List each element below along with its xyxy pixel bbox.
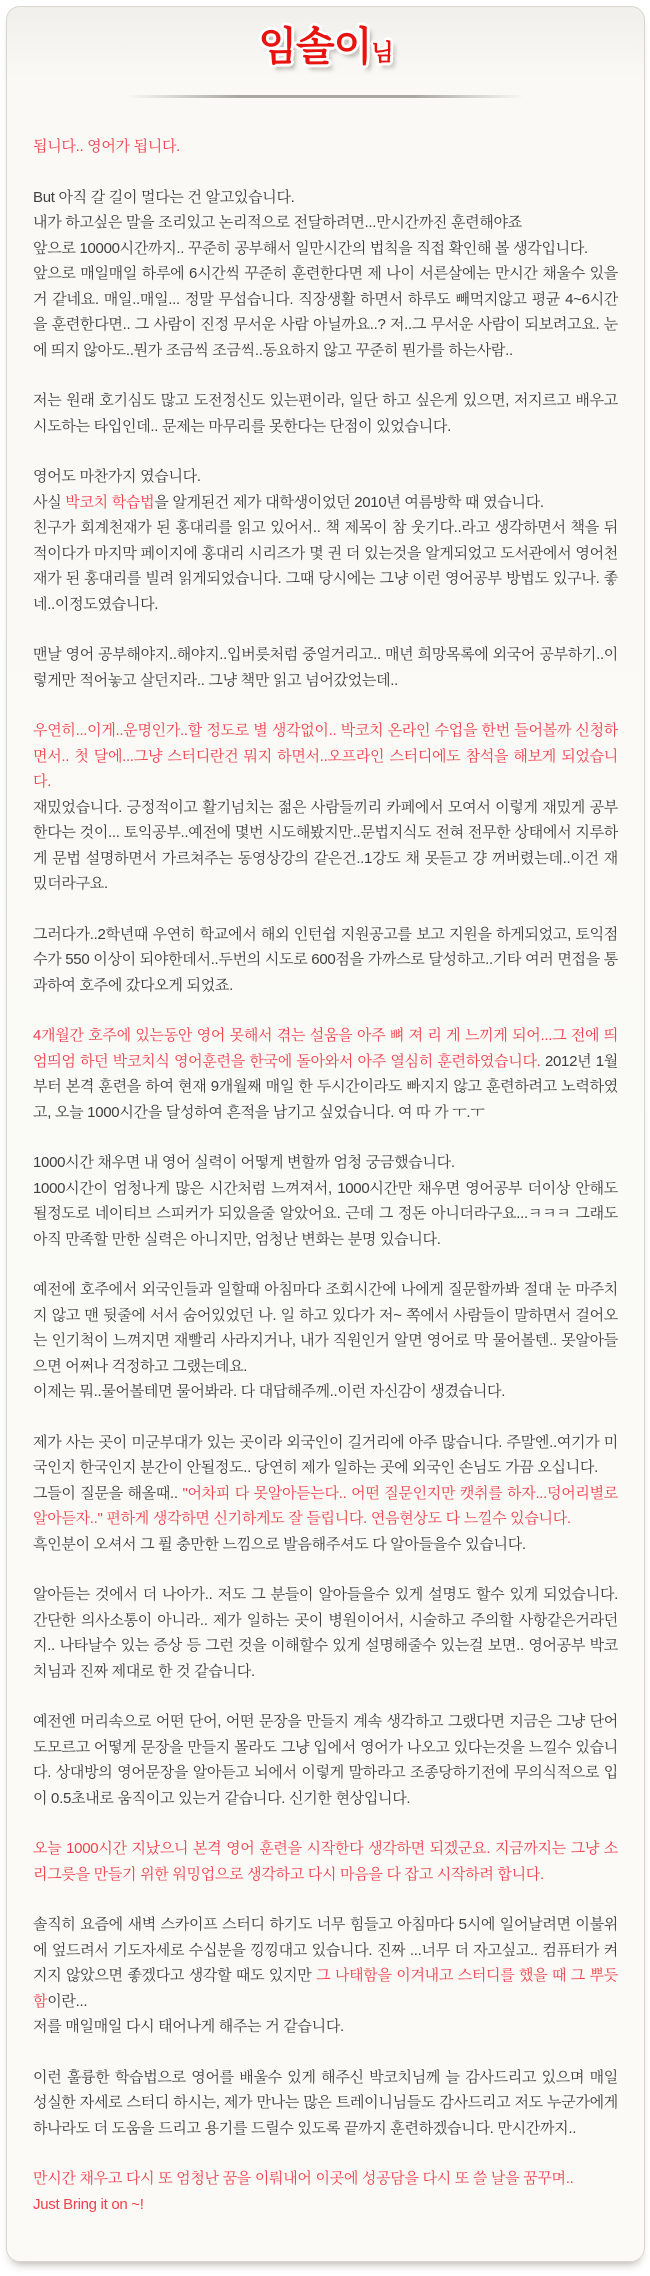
paragraph (33, 1023, 618, 1125)
body-text: 영어도 마찬가지 였습니다. (33, 468, 201, 485)
paragraph (33, 134, 618, 160)
body-text: 그들이 질문을 해올때.. (33, 1484, 183, 1502)
paragraph (33, 642, 618, 693)
body-text: 앞으로 매일매일 하루에 6시간씩 꾸준히 훈련한다면 제 나이 서른살에는 만시간 채울수 있을거 같네요. 매일..매일... 정말 무섭습니다. 직장생활 하면서 하루도 빼먹지않고 평균 4~6시간을 훈련한다면.. 그 사람이 진정 무서운 사람 아닐까요..? 저..그 무서운 사람이 되보려고요. 눈에 띄지 않아도..뭔가 조금씩 조금씩..동요하지 않고 꾸준히 뭔가를 하는사람.. (33, 265, 618, 359)
body-text: 이런 훌륭한 학습법으로 영어를 배울수 있게 해주신 박코치님께 늘 감사드리고 있으며 매일 성실한 자세로 스터디 하시는, 제가 만나는 많은 트레이니님들도 감사드리고 저도 누군가에게 하나라도 더 도움을 드리고 용기를 드릴수 있도록 끝까지 훈련하겠습니다. 만시간까지.. (33, 2068, 618, 2137)
body-text: 2012년 1월부터 본격 훈련을 하여 현재 9개월째 매일 한 두시간이라도 빠지지 않고 훈련하려고 노력하였고, 오늘 1000시간을 달성하여 흔적을 남기고 싶었습니다. 여 따 가 ㅜ.ㅜ (33, 1052, 618, 1121)
body-text: 흑인분이 오셔서 그 퓔 충만한 느낌으로 발음해주셔도 다 알아들을수 있습니다. (33, 1535, 526, 1553)
title-divider (127, 95, 525, 98)
highlighted-text: 박코치 학습법 (65, 493, 155, 511)
paragraph (33, 1912, 618, 2040)
paragraph (33, 1582, 618, 1684)
paragraph (33, 2166, 618, 2217)
body-text: 1000시간이 엄청나게 많은 시간처럼 느껴져서, 1000시간만 채우면 영어공부 더이상 안해도 될정도로 네이티브 스피커가 되있을줄 알았어요. 근데 그 정돈 아니더라구요...ㅋㅋㅋ 그래도 아직 만족할 만한 실력은 아니지만, 엄청난 변화는 분명 있습니다. (33, 1179, 618, 1248)
post-body (33, 134, 618, 2217)
highlighted-text: 그 나태함을 이겨내고 스터디를 했을 때 그 뿌듯함 (33, 1967, 618, 2010)
body-text: 내가 하고싶은 말을 조리있고 논리적으로 전달하려면...만시간까진 훈련해야죠 (33, 214, 522, 231)
body-text: 알아듣는 것에서 더 나아가.. 저도 그 분들이 알아들을수 있게 설명도 할수 있게 되었습니다. 간단한 의사소통이 아니라.. 제가 일하는 곳이 병원이어서, 시술하고 주의할 사항같은거라던지.. 나타날수 있는 증상 등 그런 것을 이해할수 있게 설명해줄수 있는걸 보면.. 영어공부 박코치님과 진짜 제대로 한 것 같습니다. (33, 1586, 618, 1680)
highlighted-text: Just Bring it on ~! (33, 2195, 144, 2213)
body-text: 친구가 회계천재가 된 홍대리를 읽고 있어서.. 책 제목이 참 웃기다..라고 생각하면서 책을 뒤적이다가 마지막 페이지에 홍대리 시리즈가 몇 권 더 있는것을 알게되었고 도서관에서 영어천재가 된 홍대리를 빌려 읽게되었습니다. 그때 당시에는 그냥 이런 영어공부 방법도 있구나. 좋네..이정도였습니다. (33, 519, 618, 613)
highlighted-text: 됩니다.. 영어가 됩니다. (33, 138, 181, 155)
paragraph (33, 1430, 618, 1558)
paragraph (33, 185, 618, 364)
highlighted-text: 우연히...이게..운명인가..할 정도로 별 생각없이.. 박코치 온라인 수업을 한번 들어볼까 신청하면서.. 첫 달에...그냥 스터디란건 뭐지 하면서..오프라인 스터디에도 참석을 해보게 되었습니다. (33, 722, 618, 790)
page-title-main: 임솔이 (258, 25, 372, 69)
body-text: 재밌었습니다. 긍정적이고 활기넘치는 젊은 사람들끼리 카페에서 모여서 이렇게 재밌게 공부한다는 것이... 토익공부..예전에 몇번 시도해봤지만..문법지식도 전혀 전무한 상태에서 지루하게 문법 설명하면서 가르쳐주는 동영상강의 같은건..1강도 채 못듣고 걍 꺼버렸는데..이건 재밌더라구요. (33, 798, 618, 892)
page-title-suffix: 님 (371, 39, 393, 65)
body-text: 저는 원래 호기심도 많고 도전정신도 있는편이라, 일단 하고 싶은게 있으면, 저지르고 배우고 시도하는 타입인데.. 문제는 마무리를 못한다는 단점이 있었습니다. (33, 392, 618, 435)
highlighted-text: "어차피 다 못알아듣는다.. 어떤 질문인지만 캣취를 하자...덩어리별로 알아듣자.." 편하게 생각하면 신기하게도 잘 들립니다. 연음현상도 다 느낄수 있습니다. (33, 1484, 618, 1527)
body-text: 제가 사는 곳이 미군부대가 있는 곳이라 외국인이 길거리에 아주 많습니다. 주말엔..여기가 미국인지 한국인지 분간이 안될정도.. 당연히 제가 일하는 곳에 외국인 손님도 가끔 오십니다. (33, 1433, 618, 1476)
paragraph (33, 1150, 618, 1252)
highlighted-text: 4개월간 호주에 있는동안 영어 못해서 겪는 설움을 아주 뼈 져 리 게 느끼게 되어...그 전에 띄엄띄엄 하던 박코치식 영어훈련을 한국에 돌아와서 아주 열심히 훈련하였습니다. (33, 1027, 618, 1070)
body-text: 1000시간 채우면 내 영어 실력이 어떻게 변할까 엄청 궁금했습니다. (33, 1154, 455, 1171)
body-text: 사실 (33, 493, 66, 511)
paragraph (33, 464, 618, 617)
paragraph (33, 718, 618, 897)
body-text: 맨날 영어 공부해야지..해야지..입버릇처럼 중얼거리고.. 매년 희망목록에 외국어 공부하기..이렇게만 적어놓고 살던지라.. 그냥 책만 읽고 넘어갔었는데.. (33, 646, 618, 689)
post-panel (6, 6, 645, 2262)
body-text: 앞으로 10000시간까지.. 꾸준히 공부해서 일만시간의 법칙을 직접 확인해 볼 생각입니다. (33, 239, 588, 257)
body-text: 이제는 뭐..물어볼테면 물어봐라. 다 대답해주께..이런 자신감이 생겼습니다. (33, 1383, 506, 1400)
body-text: 을 알게된건 제가 대학생이었던 2010년 여름방학 때 였습니다. (154, 493, 544, 511)
paragraph (33, 922, 618, 999)
body-text: 저를 매일매일 다시 태어나게 해주는 거 같습니다. (33, 2018, 344, 2035)
paragraph (33, 1277, 618, 1405)
body-text: 예전에 호주에서 외국인들과 일할때 아침마다 조회시간에 나에게 질문할까봐 절대 눈 마주치지 않고 맨 뒷줄에 서서 숨어있었던 나. 일 하고 있다가 저~ 쪽에서 사람들이 말하면서 걸어오는 인기척이 느껴지면 재빨리 사라지거나, 내가 직원인거 알면 영어로 막 물어볼텐.. 못알아들으면 어쩌나 걱정하고 그랬는데요. (33, 1281, 618, 1375)
highlighted-text: 오늘 1000시간 지났으니 본격 영어 훈련을 시작한다 생각하면 되겠군요. 지금까지는 그냥 소리그릇을 만들기 위한 워밍업으로 생각하고 다시 마음을 다 잡고 시작하려 합니다. (33, 1840, 618, 1883)
paragraph (33, 1836, 618, 1887)
page-title (33, 25, 618, 69)
paragraph (33, 1709, 618, 1811)
body-text: 솔직히 요즘에 새벽 스카이프 스터디 하기도 너무 힘들고 아침마다 5시에 일어날려면 이불위에 엎드려서 기도자세로 수십분을 낑낑대고 있습니다. 진짜 ...너무 더 자고싶고.. 컴퓨터가 켜지지 않았으면 좋겠다고 생각할 때도 있지만 (33, 1916, 618, 1984)
body-text: 이란... (47, 1992, 88, 2010)
highlighted-text: 만시간 채우고 다시 또 엄청난 꿈을 이뤄내어 이곳에 성공담을 다시 또 쓸 날을 꿈꾸며.. (33, 2170, 574, 2187)
body-text: 예전엔 머리속으로 어떤 단어, 어떤 문장을 만들지 계속 생각하고 그랬다면 지금은 그냥 단어도모르고 어떻게 문장을 만들지 몰라도 그냥 입에서 영어가 나오고 있다는것을 느낄수 있습니다. 상대방의 영어문장을 알아듣고 뇌에서 이렇게 말하라고 조종당하기전에 무의식적으로 입이 0.5초내로 움직이고 있는거 같습니다. 신기한 현상입니다. (33, 1713, 618, 1807)
paragraph (33, 388, 618, 439)
body-text: But 아직 갈 길이 멀다는 건 알고있습니다. (33, 188, 295, 206)
body-text: 그러다가..2학년때 우연히 학교에서 해외 인턴쉽 지원공고를 보고 지원을 하게되었고, 토익점수가 550 이상이 되야한데서..두번의 시도로 600점을 가까스로 달성하고..기타 여러 면접을 통과하여 호주에 갔다오게 되었죠. (33, 925, 618, 994)
